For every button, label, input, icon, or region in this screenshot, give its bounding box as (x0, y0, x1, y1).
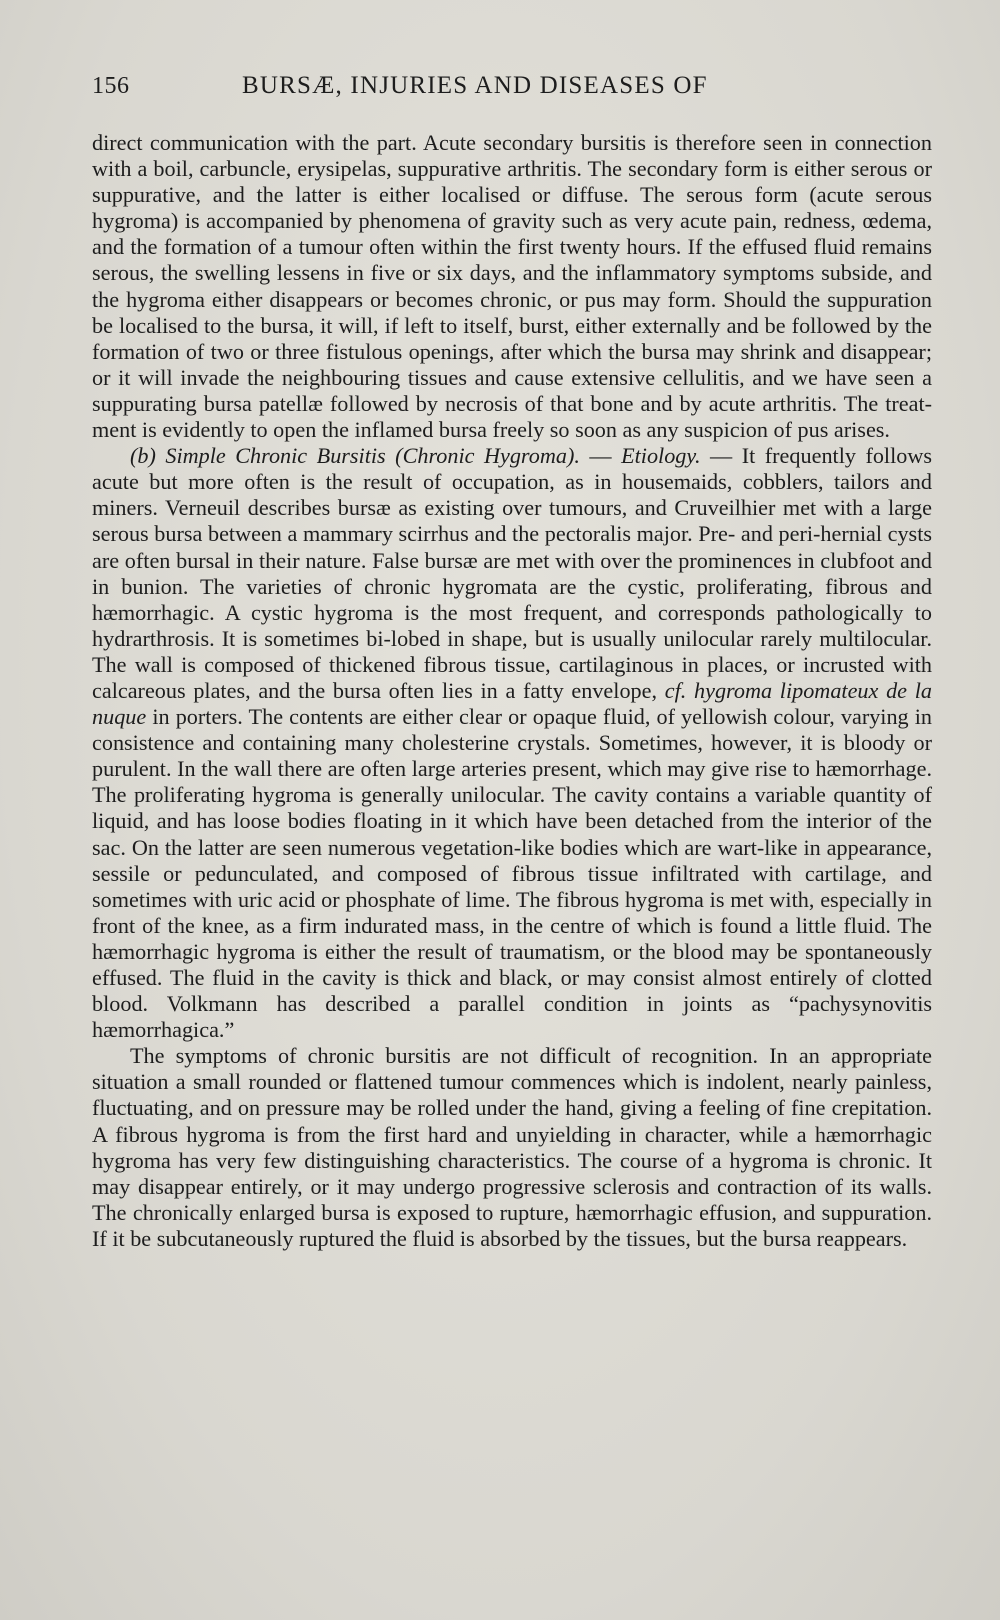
section-subheading: Etiology. (621, 443, 701, 469)
paragraph-3: The symptoms of chronic bursitis are not difficult of recognition. In an appropriate situation a small rounded or flattened tumour commences which is indolent, nearly painless, fluctuating, and on pressure may be rolled under the hand, giving a feeling of fine crepitation. A fibrous hygroma is from the first hard and unyielding in character, while a hæmorrhagic hygroma has very few distinguishing characteristics. The course of a hygroma is chronic. It may disappear entirely, or it may undergo progressive sclerosis and contraction of its walls. The chronically enlarged bursa is exposed to rupture, hæmorrhagic effusion, and suppuration. If it be subcutaneously ruptured the fluid is absorbed by the tissues, but the bursa reappears. (92, 1043, 932, 1251)
italic-phrase: cf. hygroma lipomateux de la nuque (92, 677, 932, 730)
page-header (92, 72, 932, 114)
paragraph-2-text-1: It frequently follows acute but more often is the result of occupation, as in housemaids, cobblers, tailors and miners. Verneuil describes bursæ as existing over tumours, and Cruveilhier met with a large serous bursa between a mammary scirrhus and the pectoralis major. Pre- and peri-hernial cysts are often bursal in their nature. False bursæ are met with over the prominences in clubfoot and in bunion. The varieties of chronic hygromata are the cystic, proliferating, fibrous and hæmorrhagic. A cystic hygroma is the most frequent, and corresponds pathologically to hydrarthrosis. It is sometimes bi-lobed in shape, but is usually unilocular rarely multilocular. The wall is composed of thickened fibrous tissue, cartilaginous in places, or incrusted with calcareous plates, and the bursa often lies in a fatty envelope, (92, 443, 933, 703)
paragraph-1: direct communication with the part. Acute secondary bursitis is therefore seen in connection with a boil, carbuncle, erysipelas, suppurative arthritis. The secondary form is either serous or suppurative, and the latter is either localised or diffuse. The serous form (acute serous hygroma) is accompanied by phenomena of gravity such as very acute pain, redness, œdema, and the formation of a tumour often within the first twenty hours. If the effused fluid remains serous, the swelling lessens in five or six days, and the inflammatory symptoms subside, and the hygroma either disappears or becomes chronic, or pus may form. Should the suppuration be localised to the bursa, it will, if left to itself, burst, either externally and be followed by the formation of two or three fistulous openings, after which the bursa may shrink and disappear; or it will invade the neighbouring tissues and cause extensive cellulitis, and we have seen a suppurating bursa patellæ followed by necrosis of that bone and by acute arthritis. The treatment is evidently to open the inflamed bursa freely so soon as any suspicion of pus arises. (92, 130, 932, 443)
running-title: BURSÆ, INJURIES AND DISEASES OF (242, 72, 708, 99)
heading-dash-2: — (700, 443, 742, 469)
paragraph-2 (92, 443, 932, 1043)
page-number: 156 (92, 73, 130, 99)
heading-dash-1: — (579, 443, 622, 469)
body-text (92, 130, 932, 1252)
section-label: (b) (130, 443, 156, 469)
paragraph-2-text-2: in porters. The contents are either clear or opaque fluid, of yellowish colour, varying in consistence and containing many cholesterine crystals. Sometimes, however, it is bloody or purulent. In the wall there are often large arteries present, which may give rise to hæmorrhage. The proliferating hygroma is generally unilocular. The cavity contains a variable quantity of liquid, and has loose bodies floating in it which have been detached from the interior of the sac. On the latter are seen numerous vegetation-like bodies which are wart-like in appearance, sessile or pedunculated, and composed of fibrous tissue infiltrated with cartilage, and sometimes with uric acid or phosphate of lime. The fibrous hygroma is met with, especially in front of the knee, as a firm indurated mass, in the centre of which is found a little fluid. The hæmorrhagic hygroma is either the result of traumatism, or the blood may be spontaneously effused. The fluid in the cavity is thick and black, or may consist almost entirely of clotted blood. Volkmann has described a parallel condition in joints as “pachysynovitis hæmorrhagica.” (92, 704, 933, 1043)
section-heading: Simple Chronic Bursitis (Chronic Hygroma). (165, 443, 580, 469)
